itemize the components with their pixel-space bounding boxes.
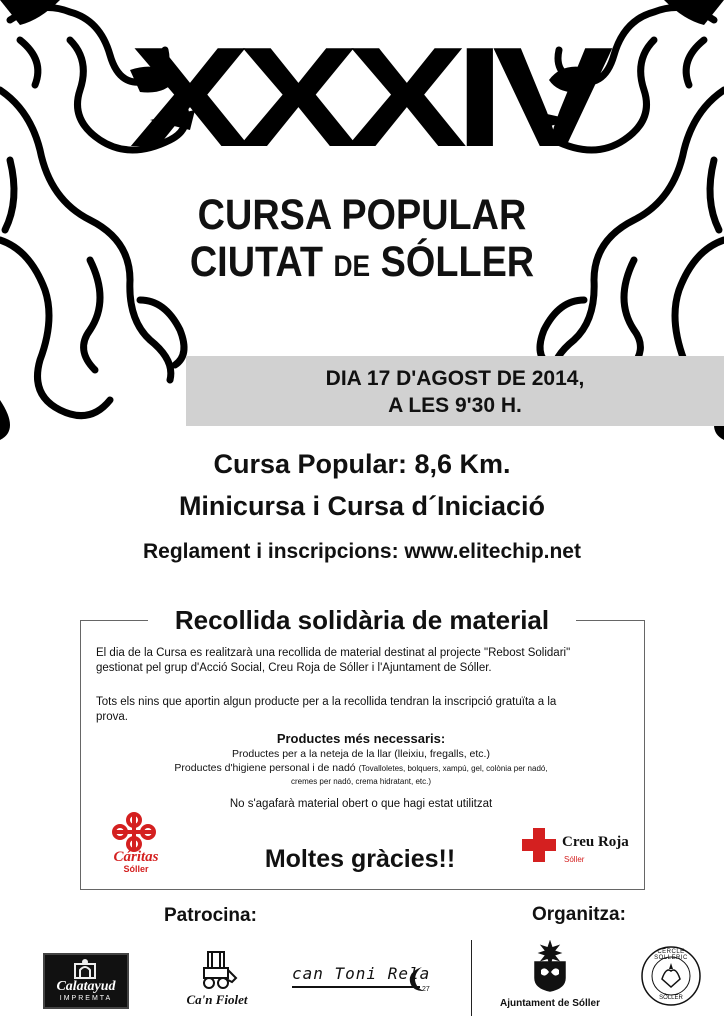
calatayud-logo <box>43 953 129 1009</box>
can-toni-rela-underline <box>292 986 420 988</box>
caritas-logo <box>96 812 176 874</box>
product-cleaning: Productes per a la neteja de la llar (lleixiu, fregalls, etc.) <box>232 748 490 760</box>
can-fiolet-logo <box>178 948 256 1010</box>
event-title-line1: CURSA POPULAR <box>197 191 527 239</box>
edition-numeral: XXXIV <box>129 18 601 177</box>
creu-roja-logo <box>520 828 635 868</box>
paragraph1-line2: gestionat pel grup d'Acció Social, Creu Roja de Sóller i l'Ajuntament de Sóller. <box>96 662 492 674</box>
registration-info: Reglament i inscripcions: www.elitechip.net <box>143 540 581 563</box>
ajuntament-logo <box>496 940 604 1014</box>
sponsor-divider <box>471 940 472 1016</box>
cercle-place: SÓLLER <box>659 995 683 1001</box>
can-toni-rela-logo <box>292 960 442 1000</box>
material-notice: No s'agafarà material obert o que hagi estat utilitzat <box>229 798 493 810</box>
creu-roja-place: Sóller <box>564 855 585 864</box>
can-toni-rela-number: 27 <box>422 986 430 993</box>
solidarity-title: Recollida solidària de material <box>148 603 576 637</box>
sponsors-label: Patrocina: <box>164 905 257 926</box>
caritas-cross-icon <box>110 812 158 852</box>
ajuntament-name: Ajuntament de Sóller <box>499 998 600 1009</box>
can-toni-rela-name: can Toni Rela <box>292 964 431 983</box>
thanks-message: Moltes gràcies!! <box>264 845 456 873</box>
date-line2: A LES 9'30 H. <box>388 394 522 417</box>
minicursa-line: Minicursa i Cursa d´Iniciació <box>178 491 546 521</box>
skid-steer-loader-icon <box>196 948 238 990</box>
products-heading: Productes més necessaris: <box>276 731 446 746</box>
paragraph2-line1: Tots els nins que aportin algun producte per a la recollida tendran la inscripció gratuïta a la <box>96 696 557 708</box>
event-title-line2: CIUTAT DE SÓLLER <box>189 238 535 286</box>
can-fiolet-name: Ca'n Fiolet <box>186 992 248 1007</box>
paragraph2-line2: prova. <box>96 711 128 723</box>
product-hygiene: Productes d'higiene personal i de nadó (Tovalloletes, bolquers, xampú, gel, colònia per nadó, <box>174 762 548 774</box>
caritas-place: Sóller <box>123 864 149 874</box>
cercle-solleric-logo <box>640 945 702 1007</box>
calatayud-name: Calatayud <box>56 979 116 994</box>
calatayud-sub: IMPREMTA <box>59 995 113 1002</box>
creu-roja-name: Creu Roja <box>562 834 629 850</box>
organizers-label: Organitza: <box>532 904 626 925</box>
product-hygiene-detail: cremes per nadó, crema hidratant, etc.) <box>290 777 432 786</box>
paragraph1-line1: El dia de la Cursa es realitzarà una recollida de material destinat al projecte "Rebost Solidari" <box>96 647 571 659</box>
caritas-name: Cáritas <box>113 849 159 865</box>
calatayud-emblem-icon <box>72 958 98 980</box>
ajuntament-coat-of-arms-icon <box>529 940 571 992</box>
red-cross-icon <box>522 828 556 862</box>
race-distance: Cursa Popular: 8,6 Km. <box>213 449 511 479</box>
date-line1: DIA 17 D'AGOST DE 2014, <box>325 367 585 390</box>
cercle-name: CERCLE SOLLERIC <box>654 949 688 961</box>
